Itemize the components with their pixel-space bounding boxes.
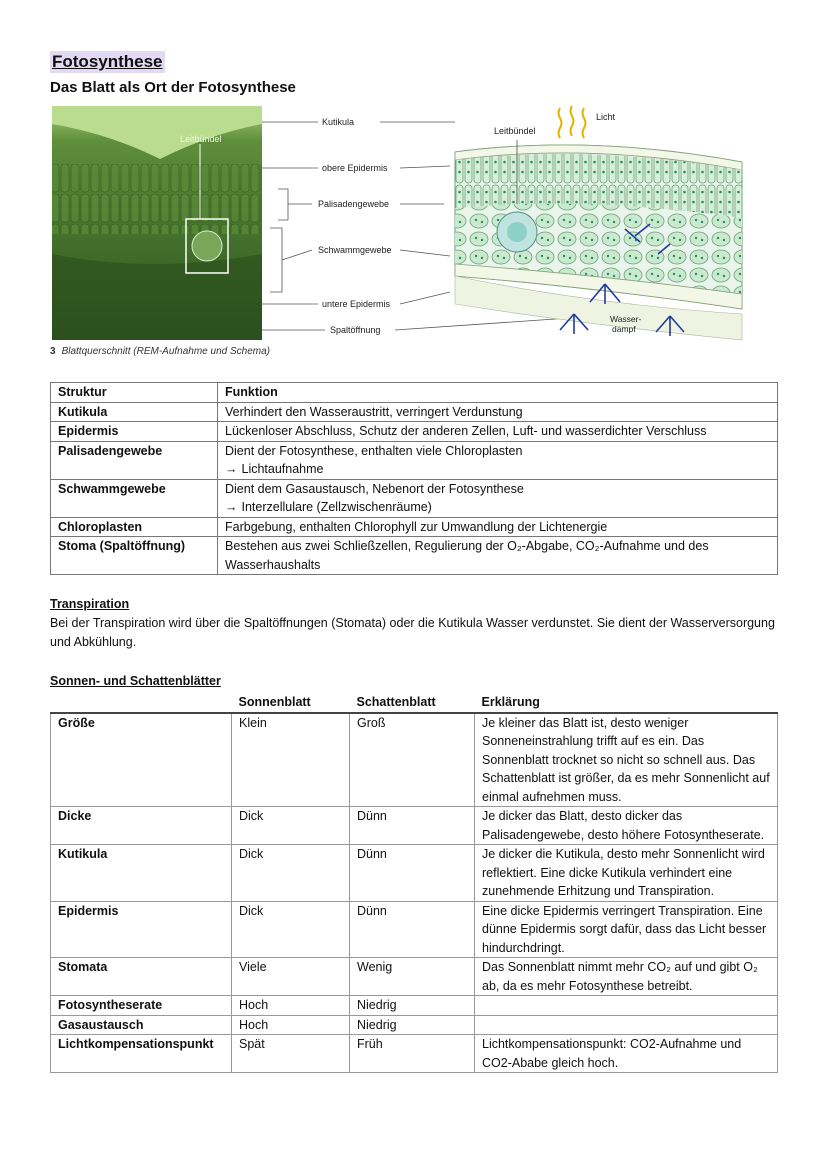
schema-label-leitbuendel: Leitbündel xyxy=(494,126,536,136)
sun-value: Dick xyxy=(232,807,350,845)
row-feature: Größe xyxy=(51,713,232,807)
schema-label-licht: Licht xyxy=(596,112,616,122)
function-line: Lückenloser Abschluss, Schutz der anderen Zellen, Luft- und wasserdichter Verschluss xyxy=(225,424,707,438)
row-feature: Lichtkompensationspunkt xyxy=(51,1035,232,1073)
header-empty xyxy=(51,692,232,713)
page-title: Fotosynthese xyxy=(52,52,163,71)
transpiration-heading: Transpiration xyxy=(50,597,130,611)
structure-function xyxy=(218,537,778,575)
function-line-arrow xyxy=(225,460,770,479)
table-row xyxy=(51,1015,778,1035)
label-spaltoeffnung: Spaltöffnung xyxy=(330,325,381,335)
table-row xyxy=(51,845,778,902)
sun-value: Dick xyxy=(232,845,350,902)
header-erklaerung: Erklärung xyxy=(475,692,778,713)
header-struktur: Struktur xyxy=(51,383,218,403)
sun-value: Dick xyxy=(232,901,350,958)
sun-value: Spät xyxy=(232,1035,350,1073)
table-row xyxy=(51,402,778,422)
structure-function xyxy=(218,441,778,479)
table-row xyxy=(51,901,778,958)
structure-function xyxy=(218,479,778,517)
label-untere-epidermis: untere Epidermis xyxy=(322,299,391,309)
header-funktion: Funktion xyxy=(218,383,778,403)
function-line: Bestehen aus zwei Schließzellen, Regulierung der O₂-Abgabe, CO₂-Aufnahme und des Wasserhaushalts xyxy=(225,539,709,572)
leaf-schema xyxy=(455,106,742,340)
explanation: Eine dicke Epidermis verringert Transpiration. Eine dünne Epidermis sorgt dafür, dass das Licht besser hindurchdringt. xyxy=(475,901,778,958)
structure-name: Epidermis xyxy=(51,422,218,442)
structure-name: Stoma (Spaltöffnung) xyxy=(51,537,218,575)
light-rays xyxy=(559,106,586,138)
leaf-figure-svg xyxy=(50,104,750,344)
shade-value: Niedrig xyxy=(350,996,475,1016)
photo-label-leitbuendel: Leitbündel xyxy=(180,134,222,144)
row-feature: Stomata xyxy=(51,958,232,996)
sun-value: Hoch xyxy=(232,996,350,1016)
function-line: Dient der Fotosynthese, enthalten viele Chloroplasten xyxy=(225,443,523,458)
transpiration-text: Bei der Transpiration wird über die Spaltöffnungen (Stomata) oder die Kutikula Wasser verdunstet. Sie dient der Wasserversorgung und Abkühlung. xyxy=(50,616,775,649)
structure-function xyxy=(218,422,778,442)
shade-value: Früh xyxy=(350,1035,475,1073)
row-feature: Epidermis xyxy=(51,901,232,958)
row-feature: Dicke xyxy=(51,807,232,845)
explanation xyxy=(475,1015,778,1035)
figure-caption xyxy=(50,346,270,357)
function-line: Verhindert den Wasseraustritt, verringert Verdunstung xyxy=(225,404,523,419)
structure-function xyxy=(218,402,778,422)
structure-function xyxy=(218,517,778,537)
caption-text: Blattquerschnitt (REM-Aufnahme und Schema) xyxy=(61,346,270,357)
row-feature: Gasaustausch xyxy=(51,1015,232,1035)
row-feature: Fotosyntheserate xyxy=(51,996,232,1016)
table-row xyxy=(51,422,778,442)
header-sonnenblatt: Sonnenblatt xyxy=(232,692,350,713)
structure-function-table xyxy=(50,382,778,575)
explanation xyxy=(475,996,778,1016)
function-line: Lichtaufnahme xyxy=(241,462,324,476)
table-row xyxy=(51,537,778,575)
sun-value: Viele xyxy=(232,958,350,996)
structure-name: Kutikula xyxy=(51,402,218,422)
shade-value: Groß xyxy=(350,713,475,807)
page-subtitle: Das Blatt als Ort der Fotosynthese xyxy=(50,79,296,96)
function-line: Farbgebung, enthalten Chlorophyll zur Umwandlung der Lichtenergie xyxy=(225,519,608,534)
label-palisadengewebe: Palisadengewebe xyxy=(318,199,390,209)
arrow-right-icon: → xyxy=(225,500,238,514)
arrow-right-icon: → xyxy=(225,462,238,476)
sun-shade-heading: Sonnen- und Schattenblätter xyxy=(50,674,221,688)
rem-photo xyxy=(52,106,262,340)
sun-value: Klein xyxy=(232,713,350,807)
sun-shade-table xyxy=(50,692,778,1073)
table-header-row xyxy=(51,692,778,713)
header-schattenblatt: Schattenblatt xyxy=(350,692,475,713)
table-row xyxy=(51,441,778,479)
table-row xyxy=(51,807,778,845)
shade-value: Dünn xyxy=(350,901,475,958)
schema-label-dampf: dampf xyxy=(612,324,636,334)
explanation: Je dicker das Blatt, desto dicker das Palisadengewebe, desto höhere Fotosyntheserate. xyxy=(475,807,778,845)
label-obere-epidermis: obere Epidermis xyxy=(322,163,388,173)
caption-number: 3 xyxy=(50,346,56,357)
label-schwammgewebe: Schwammgewebe xyxy=(318,245,392,255)
structure-name: Schwammgewebe xyxy=(51,479,218,517)
sun-value: Hoch xyxy=(232,1015,350,1035)
explanation: Lichtkompensationspunkt: CO2-Aufnahme und CO2-Ababe gleich hoch. xyxy=(475,1035,778,1073)
structure-name: Palisadengewebe xyxy=(51,441,218,479)
shade-value: Wenig xyxy=(350,958,475,996)
explanation: Je dicker die Kutikula, desto mehr Sonnenlicht wird reflektiert. Eine dicke Kutikula verhindert eine zunehmende Erhitzung und Transpiration. xyxy=(475,845,778,902)
table-row xyxy=(51,996,778,1016)
function-line-arrow xyxy=(225,498,770,517)
shade-value: Dünn xyxy=(350,807,475,845)
table-row xyxy=(51,1035,778,1073)
schema-label-wasser: Wasser- xyxy=(610,314,642,324)
leaf-cross-section-figure xyxy=(50,104,750,344)
row-feature: Kutikula xyxy=(51,845,232,902)
table-row xyxy=(51,517,778,537)
table-row xyxy=(51,479,778,517)
function-line: Dient dem Gasaustausch, Nebenort der Fotosynthese xyxy=(225,481,524,496)
explanation: Je kleiner das Blatt ist, desto weniger Sonneneinstrahlung trifft auf es ein. Das Sonnenblatt trocknet so nicht so schnell aus. Das Schattenblatt ist größer, da es mehr Sonnenlicht auf einmal aufnehmen muss. xyxy=(475,713,778,807)
figure-labels xyxy=(318,117,392,335)
label-kutikula: Kutikula xyxy=(322,117,355,127)
explanation: Das Sonnenblatt nimmt mehr CO₂ auf und gibt O₂ ab, da es mehr Fotosynthese betreibt. xyxy=(475,958,778,996)
shade-value: Niedrig xyxy=(350,1015,475,1035)
table-row xyxy=(51,713,778,807)
table-header-row xyxy=(51,383,778,403)
function-line: Interzellulare (Zellzwischenräume) xyxy=(241,500,432,514)
table-row xyxy=(51,958,778,996)
structure-name: Chloroplasten xyxy=(51,517,218,537)
shade-value: Dünn xyxy=(350,845,475,902)
